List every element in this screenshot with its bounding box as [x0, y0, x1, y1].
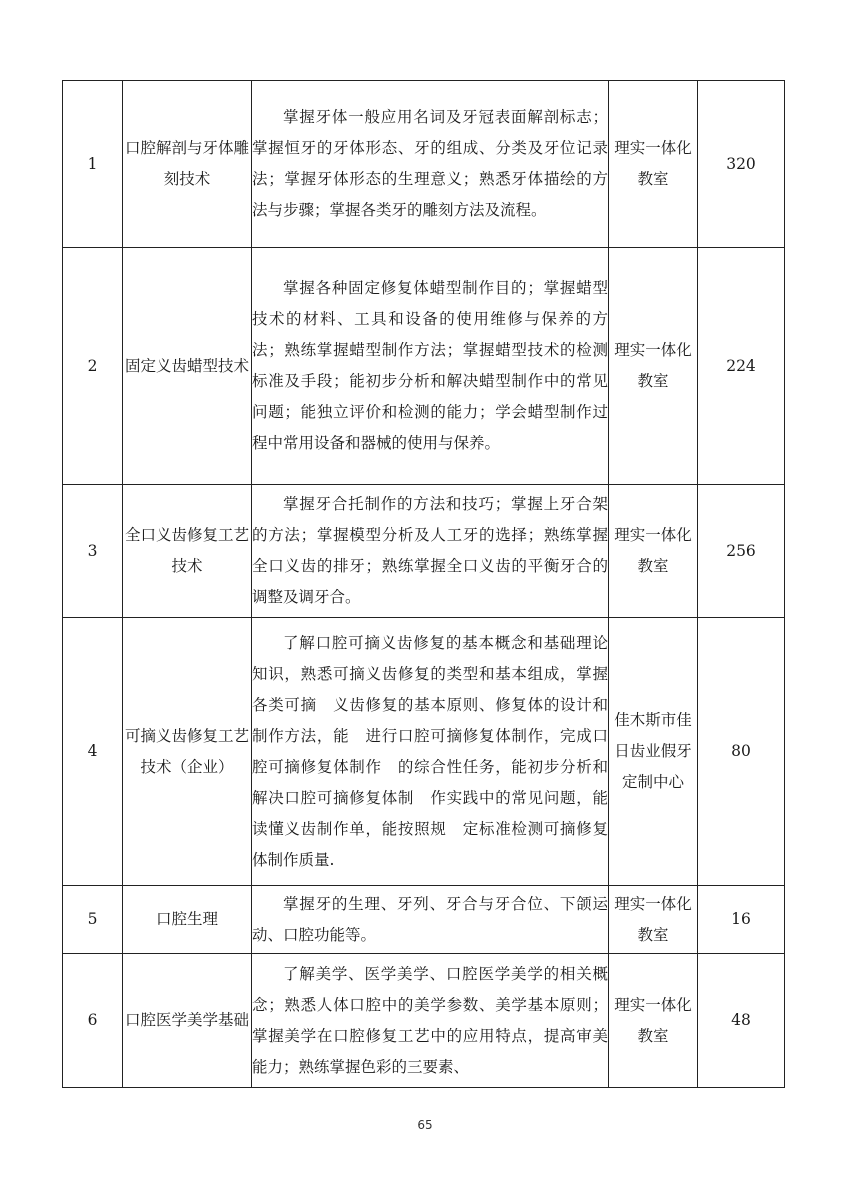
course-name: 口腔生理	[123, 886, 252, 954]
class-hours: 224	[698, 248, 785, 485]
teaching-place: 理实一体化教室	[609, 954, 698, 1088]
course-table	[62, 80, 785, 1088]
course-description: 掌握各种固定修复体蜡型制作目的；掌握蜡型技术的材料、工具和设备的使用维修与保养的方法；熟练掌握蜡型制作方法；掌握蜡型技术的检测标准及手段；能初步分析和解决蜡型制作中的常见问题；能独立评价和检测的能力；学会蜡型制作过程中常用设备和器械的使用与保养。	[252, 248, 609, 485]
class-hours: 16	[698, 886, 785, 954]
course-name: 口腔医学美学基础	[123, 954, 252, 1088]
course-description: 了解美学、医学美学、口腔医学美学的相关概念；熟悉人体口腔中的美学参数、美学基本原则；掌握美学在口腔修复工艺中的应用特点，提高审美能力；熟练掌握色彩的三要素、	[252, 954, 609, 1088]
row-number: 6	[63, 954, 123, 1088]
course-name: 固定义齿蜡型技术	[123, 248, 252, 485]
table-row	[63, 81, 785, 248]
course-description: 掌握牙的生理、牙列、牙合与牙合位、下颌运动、口腔功能等。	[252, 886, 609, 954]
row-number: 2	[63, 248, 123, 485]
class-hours: 320	[698, 81, 785, 248]
teaching-place: 理实一体化教室	[609, 485, 698, 618]
row-number: 4	[63, 618, 123, 886]
table-row	[63, 248, 785, 485]
class-hours: 48	[698, 954, 785, 1088]
course-description: 了解口腔可摘义齿修复的基本概念和基础理论知识，熟悉可摘义齿修复的类型和基本组成，掌握各类可摘 义齿修复的基本原则、修复体的设计和制作方法，能 进行口腔可摘修复体制作，完成口腔可摘修复体制作 的综合性任务，能初步分析和解决口腔可摘修复体制 作实践中的常见问题，能读懂义齿制作单，能按照规 定标准检测可摘修复体制作质量.	[252, 618, 609, 886]
course-description: 掌握牙体一般应用名词及牙冠表面解剖标志；掌握恒牙的牙体形态、牙的组成、分类及牙位记录法；掌握牙体形态的生理意义；熟悉牙体描绘的方法与步骤；掌握各类牙的雕刻方法及流程。	[252, 81, 609, 248]
row-number: 1	[63, 81, 123, 248]
table-row	[63, 886, 785, 954]
class-hours: 256	[698, 485, 785, 618]
course-name: 口腔解剖与牙体雕刻技术	[123, 81, 252, 248]
teaching-place: 理实一体化教室	[609, 81, 698, 248]
course-name: 全口义齿修复工艺技术	[123, 485, 252, 618]
table-row	[63, 954, 785, 1088]
course-name: 可摘义齿修复工艺技术（企业）	[123, 618, 252, 886]
table-row	[63, 485, 785, 618]
row-number: 5	[63, 886, 123, 954]
page-number: 65	[417, 1118, 433, 1132]
teaching-place: 佳木斯市佳日齿业假牙定制中心	[609, 618, 698, 886]
table-row	[63, 618, 785, 886]
teaching-place: 理实一体化教室	[609, 886, 698, 954]
teaching-place: 理实一体化教室	[609, 248, 698, 485]
row-number: 3	[63, 485, 123, 618]
class-hours: 80	[698, 618, 785, 886]
course-description: 掌握牙合托制作的方法和技巧；掌握上牙合架的方法；掌握模型分析及人工牙的选择；熟练掌握全口义齿的排牙；熟练掌握全口义齿的平衡牙合的调整及调牙合。	[252, 485, 609, 618]
